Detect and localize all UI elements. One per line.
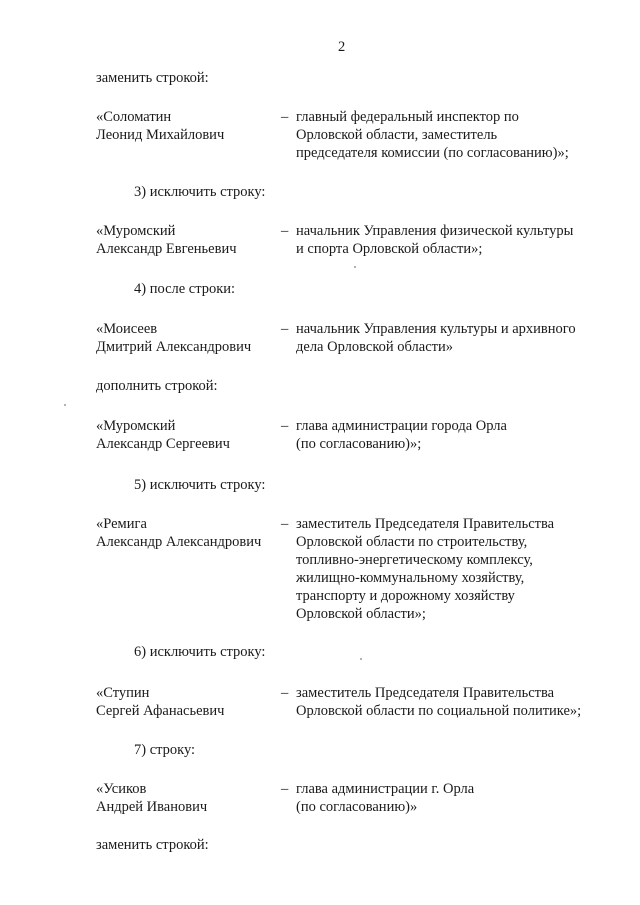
entry-desc-line: заместитель Председателя Правительства [296, 516, 555, 532]
entry-dash: – [281, 781, 289, 797]
entry-desc-line: Орловской области, заместитель [296, 127, 498, 143]
scan-speck [354, 266, 356, 268]
entry-name-line: «Соломатин [96, 109, 172, 125]
entry-desc-line: начальник Управления культуры и архивного [296, 321, 576, 337]
entry-name-line: «Ступин [96, 685, 150, 701]
entry-dash: – [281, 516, 289, 532]
entry-name-line: Сергей Афанасьевич [96, 703, 225, 719]
entry-desc-line: транспорту и дорожному хозяйству [296, 588, 515, 604]
entry-desc-line: глава администрации г. Орла [296, 781, 475, 797]
phrase-item-4: 4) после строки: [134, 281, 236, 297]
entry-desc-line: топливно-энергетическому комплексу, [296, 552, 533, 568]
entry-name-line: Александр Сергеевич [96, 436, 230, 452]
entry-desc-line: заместитель Председателя Правительства [296, 685, 555, 701]
entry-name-line: Дмитрий Александрович [96, 339, 252, 355]
entry-dash: – [281, 685, 289, 701]
phrase-item-3: 3) исключить строку: [134, 184, 266, 200]
phrase-replace-with: заменить строкой: [96, 70, 209, 86]
entry-desc-line: (по согласованию)»; [296, 436, 422, 452]
phrase-item-5: 5) исключить строку: [134, 477, 266, 493]
entry-dash: – [281, 321, 289, 337]
entry-name-line: Александр Евгеньевич [96, 241, 237, 257]
entry-desc-line: глава администрации города Орла [296, 418, 507, 434]
entry-name-line: «Моисеев [96, 321, 158, 337]
scan-speck [64, 404, 66, 406]
entry-name-line: Леонид Михайлович [96, 127, 225, 143]
entry-dash: – [281, 418, 289, 434]
scan-speck [360, 658, 362, 660]
entry-name-line: «Муромский [96, 223, 176, 239]
entry-desc-line: начальник Управления физической культуры [296, 223, 574, 239]
entry-desc-line: председателя комиссии (по согласованию)»; [296, 145, 569, 161]
entry-name-line: «Усиков [96, 781, 147, 797]
entry-desc-line: главный федеральный инспектор по [296, 109, 519, 125]
page-number: 2 [338, 39, 346, 55]
entry-name-line: «Муромский [96, 418, 176, 434]
entry-desc-line: Орловской области по социальной политике»; [296, 703, 582, 719]
entry-name-line: «Ремига [96, 516, 147, 532]
phrase-supplement-with: дополнить строкой: [96, 378, 218, 394]
entry-desc-line: Орловской области»; [296, 606, 426, 622]
entry-name-line: Андрей Иванович [96, 799, 208, 815]
entry-desc-line: Орловской области по строительству, [296, 534, 528, 550]
entry-dash: – [281, 109, 289, 125]
entry-desc-line: жилищно-коммунальному хозяйству, [296, 570, 525, 586]
entry-dash: – [281, 223, 289, 239]
phrase-item-7: 7) строку: [134, 742, 196, 758]
entry-desc-line: (по согласованию)» [296, 799, 418, 815]
entry-name-line: Александр Александрович [96, 534, 262, 550]
entry-desc-line: дела Орловской области» [296, 339, 453, 355]
phrase-replace-with-final: заменить строкой: [96, 837, 209, 853]
entry-desc-line: и спорта Орловской области»; [296, 241, 483, 257]
phrase-item-6: 6) исключить строку: [134, 644, 266, 660]
